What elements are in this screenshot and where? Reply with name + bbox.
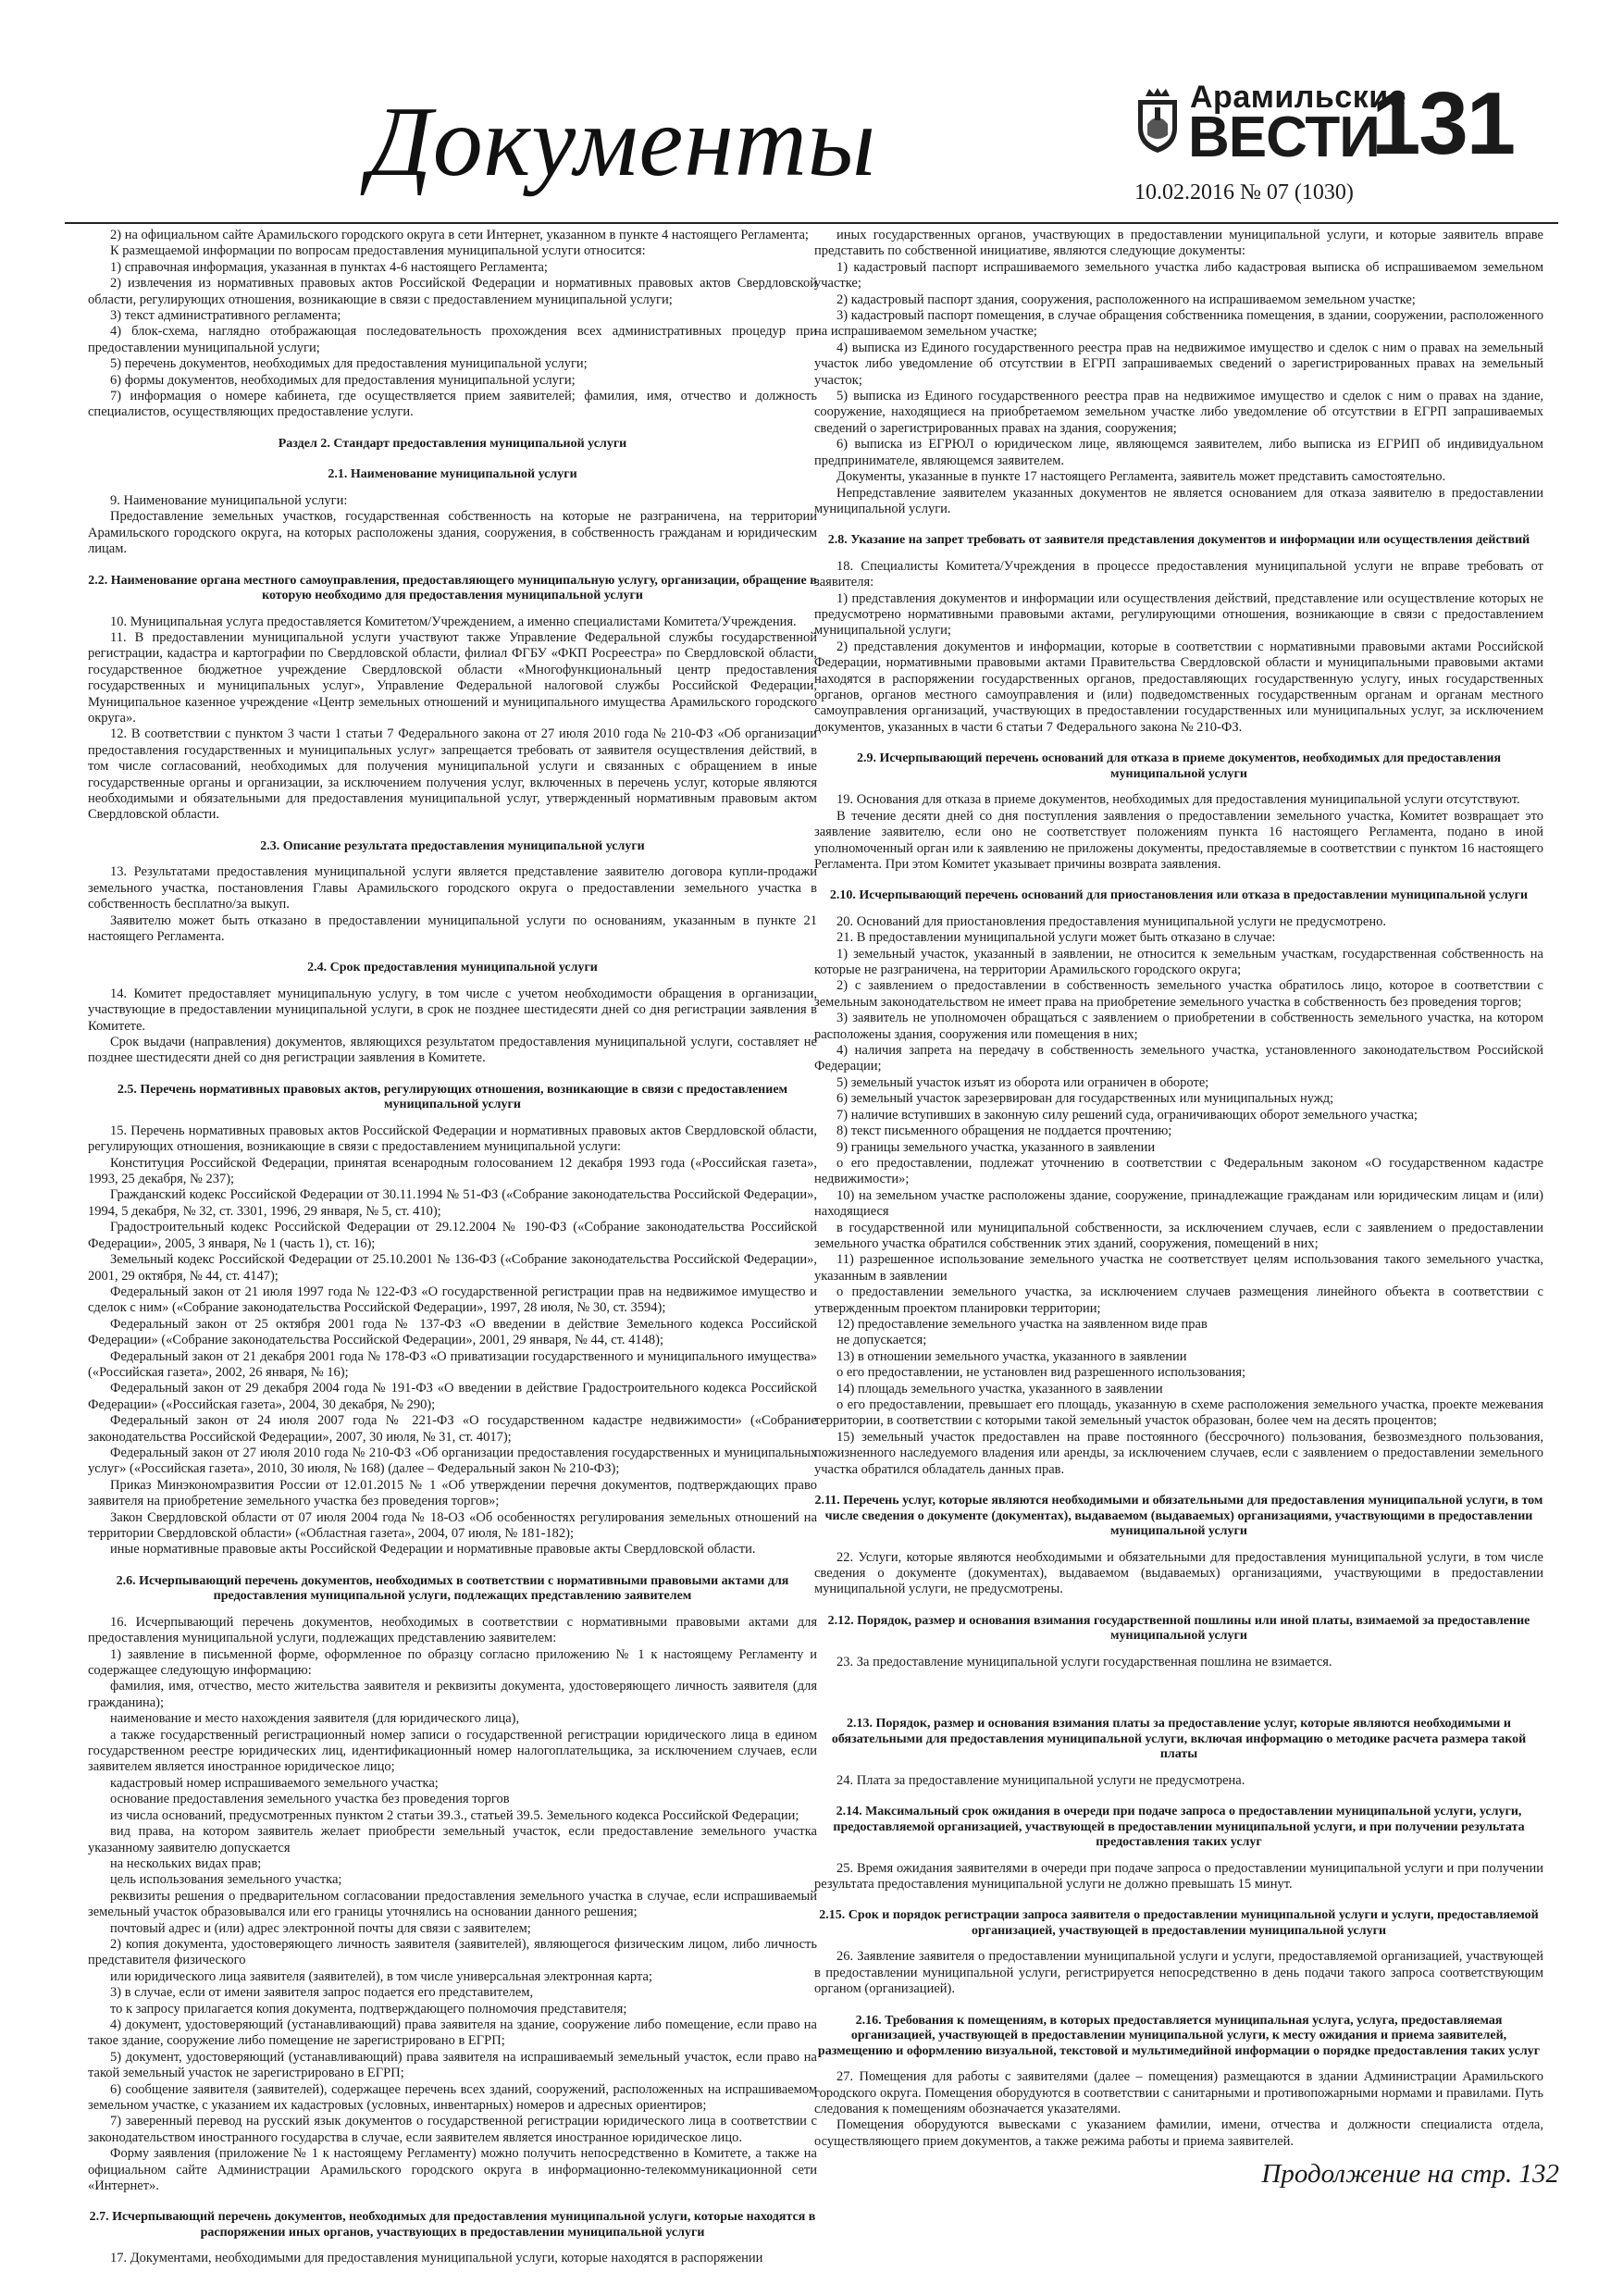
paragraph: цель использования земельного участка; (110, 1872, 342, 1888)
paragraph: 4) документ, удостоверяющий (устанавливающий) права заявителя на здание, сооружение либо помещение, если право на такое здание, сооружение либо помещение не зарегистрировано в ЕГРП; (88, 2017, 817, 2049)
paragraph: иные нормативные правовые акты Российской Федерации и нормативные правовые акты Свердловской области. (110, 1542, 756, 1558)
paragraph: Конституция Российской Федерации, принятая всенародным голосованием 12 декабря 1993 года («Российская газета», 1993, 25 декабря, № 237); (88, 1155, 817, 1187)
section-heading: 2.12. Порядок, размер и основания взимания государственной пошлины или иной платы, взимаемой за предоставление муниципальной услуги (827, 1613, 1530, 1644)
paragraph: 20. Оснований для приостановления предоставления муниципальной услуги не предусмотрено. (836, 913, 1386, 929)
paragraph: 1) кадастровый паспорт испрашиваемого земельного участка либо кадастровая выписка об испрашиваемом земельном участке; (814, 259, 1543, 292)
paragraph: Федеральный закон от 24 июля 2007 года № 221-ФЗ «О государственном кадастре недвижимости» («Собрание законодательства Российской Федерации», 2007, 30 июля, № 31, ст. 4017); (88, 1413, 817, 1445)
paragraph: 2) представления документов и информации, которые в соответствии с нормативными правовыми актами Российской Федерации, нормативными правовыми актами Правительства Свердловской области и муниципальными правовыми актами находятся в распоряжении государственных органов, предоставляющих государственную услугу, иных государственных органов, органов местного самоуправления и (или) подведомственных государственным органам и органам местного самоуправления организаций, участвующих в предоставлении государственных или муниципальных услуг, за исключением документов, указанных в части 6 статьи 7 Федерального закона № 210-ФЗ. (814, 639, 1543, 735)
coat-of-arms-icon (1134, 87, 1181, 154)
paragraph: о его предоставлении, превышает его площадь, указанную в схеме расположения земельного участка, проекте межевания территории, в соответствии с которыми такой земельный участок образован, более чем на десять процентов; (814, 1397, 1543, 1429)
paragraph: 2) копия документа, удостоверяющего личность заявителя (заявителей), являющегося физическим лицом, либо личность представителя физического (88, 1936, 817, 1968)
section-heading: 2.9. Исчерпывающий перечень оснований для отказа в приеме документов, необходимых для предоставления муниципальной услуги (856, 751, 1502, 781)
paragraph: Срок выдачи (направления) документов, являющихся результатом предоставления муниципальной услуги, составляет не позднее шестидесяти дней со дня регистрации заявления в Комитете. (88, 1035, 817, 1066)
paragraph: Заявителю может быть отказано в предоставлении муниципальной услуги по основаниям, указанным в пункте 21 настоящего Регламента. (88, 912, 817, 944)
paragraph: не допускается; (836, 1333, 927, 1348)
paragraph: 21. В предоставлении муниципальной услуги может быть отказано в случае: (836, 930, 1276, 946)
section-heading: 2.2. Наименование органа местного самоуправления, предоставляющего муниципальную услугу, организации, обращение в которую необходимо для предоставления муниципальной услуги (88, 573, 817, 602)
section-heading: 2.11. Перечень услуг, которые являются необходимыми и обязательными для предоставления муниципальной услуги, в том числе сведения о документе (документах), выдаваемом (выдаваемых) организациями, участвующими в предоставлении муниципальной услуги (814, 1494, 1543, 1539)
paragraph: 14) площадь земельного участка, указанного в заявлении (836, 1381, 1163, 1396)
paragraph: 9. Наименование муниципальной услуги: (110, 492, 348, 508)
paragraph: 5) выписка из Единого государственного реестра прав на недвижимое имущество и сделок с ним о правах на здание, сооружение, находящиеся на приобретаемом земельном участке либо уведомление об отсутствии в ЕГРП запрашиваемых сведений о зарегистрированных правах на здания, сооружения; (814, 389, 1543, 436)
paragraph: 14. Комитет предоставляет муниципальную услугу, в том числе с учетом необходимости обращения в организации, участвующие в предоставлении муниципальной услуги, в срок не позднее шестидесяти дней со дня регистрации заявления в Комитете. (88, 986, 817, 1034)
paragraph: 11) разрешенное использование земельного участка не соответствует целям использования такого земельного участка, указанным в заявлении (814, 1252, 1543, 1284)
paragraph: 13) в отношении земельного участка, указанного в заявлении (836, 1348, 1187, 1364)
paragraph: 7) заверенный перевод на русский язык документов о государственной регистрации юридического лица в соответствии с законодательством иностранного государства в случае, если заявителем является иностранное юридическое лицо. (88, 2114, 817, 2145)
paragraph: кадастровый номер испрашиваемого земельного участка; (110, 1775, 439, 1791)
paragraph: 17. Документами, необходимыми для предоставления муниципальной услуги, которые находятся в распоряжении (110, 2251, 763, 2266)
paragraph: Земельный кодекс Российской Федерации от 25.10.2001 № 136-ФЗ («Собрание законодательства Российской Федерации», 2001, 29 октября, № 44, ст. 4147); (88, 1252, 817, 1284)
paragraph: 1) справочная информация, указанная в пунктах 4-6 настоящего Регламента; (110, 259, 548, 275)
paragraph: 10) на земельном участке расположены здание, сооружение, принадлежащие гражданам или юридическим лицам и (или) находящиеся (814, 1187, 1543, 1220)
continued-note[interactable]: Продолжение на стр. 132 (1261, 2159, 1559, 2189)
masthead (0, 0, 1623, 233)
section-heading: 2.10. Исчерпывающий перечень оснований для приостановления или отказа в предоставлении муниципальной услуги (829, 888, 1529, 903)
paragraph: Документы, указанные в пункте 17 настоящего Регламента, заявитель может представить самостоятельно. (836, 469, 1446, 485)
paragraph: на нескольких видах прав; (110, 1855, 262, 1871)
paragraph: 26. Заявление заявителя о предоставлении муниципальной услуги и услуги, предоставляемой организацией, участвующей в предоставлении муниципальной услуги, регистрируется непосредственно в день подачи такого запроса соответствующим органом (организацией). (814, 1949, 1543, 1997)
paragraph: 12. В соответствии с пунктом 3 части 1 статьи 7 Федерального закона от 27 июля 2010 года № 210-ФЗ «Об организации предоставления государственных и муниципальных услуг» запрещается требовать от заявителя осуществления действий, в том числе согласований, необходимых для получения муниципальной услуги и связанных с обращением в иные государственные органы и организации, за исключением получения услуг, включенных в перечень услуг, которые являются необходимыми и обязательными для предоставления муниципальной услуг, утвержденный нормативным правовым актом Свердловской области. (88, 726, 817, 823)
section-heading: 2.4. Срок предоставления муниципальной услуги (307, 961, 598, 975)
paragraph: 5) земельный участок изъят из оборота или ограничен в обороте; (836, 1074, 1209, 1090)
section-heading: Раздел 2. Стандарт предоставления муниципальной услуги (278, 436, 627, 451)
section-heading: 2.6. Исчерпывающий перечень документов, необходимых в соответствии с нормативными правовыми актами для предоставления муниципальной услуги, подлежащих представлению заявителем (116, 1573, 789, 1604)
paragraph: Приказ Минэкономразвития России от 12.01.2015 № 1 «Об утверждении перечня документов, подтверждающих право заявителя на приобретение земельного участка без проведения торгов»; (88, 1477, 817, 1509)
paragraph: 19. Основания для отказа в приеме документов, необходимых для предоставления муниципальной услуги отсутствуют. (836, 792, 1520, 808)
paragraph: Гражданский кодекс Российской Федерации от 30.11.1994 № 51-ФЗ («Собрание законодательства Российской Федерации», 1994, 5 декабря, № 32, ст. 3301, 1996, 29 января, № 5, ст. 410); (88, 1187, 817, 1219)
paragraph: о его предоставлении, подлежат уточнению в соответствии с Федеральным законом «О государственном кадастре недвижимости»; (814, 1155, 1543, 1187)
paragraph: а также государственный регистрационный номер записи о государственной регистрации юридического лица в едином государственном реестре юридических лиц, идентификационный номер налогоплательщика, за исключением случаев, если заявителем является иностранное юридическое лицо; (88, 1727, 817, 1775)
paragraph: в государственной или муниципальной собственности, за исключением случаев, если с заявлением о предоставлении земельного участка обратился собственник этих зданий, сооружения, помещений в них; (814, 1220, 1543, 1251)
paragraph: 6) земельный участок зарезервирован для государственных или муниципальных нужд; (836, 1091, 1334, 1107)
paragraph: 2) извлечения из нормативных правовых актов Российской Федерации и нормативных правовых актов Свердловской области, регулирующих отношения, возникающие в связи с предоставлением муниципальной услуги; (88, 276, 817, 307)
paragraph: 7) наличие вступивших в законную силу решений суда, ограничивающих оборот земельного участка; (836, 1107, 1418, 1123)
paragraph: 5) документ, удостоверяющий (устанавливающий) права заявителя на испрашиваемый земельный участок, если право на такой земельный участок не зарегистрировано в ЕГРП; (88, 2049, 817, 2081)
spacer (814, 1670, 1543, 1696)
paragraph: 2) кадастровый паспорт здания, сооружения, расположенного на испрашиваемом земельном участке; (836, 292, 1416, 307)
section-heading: 2.13. Порядок, размер и основания взимания платы за предоставление услуг, которые являются необходимыми и обязательными для предоставления муниципальной услуги, включая информацию о методике расчета размера такой платы (831, 1717, 1527, 1762)
left-column (88, 228, 817, 2266)
paragraph: Федеральный закон от 25 октября 2001 года № 137-ФЗ «О введении в действие Земельного кодекса Российской Федерации» («Собрание законодательства Российской Федерации», 2001, 29 января, № 44, ст. 4148); (88, 1316, 817, 1348)
paragraph: 2) на официальном сайте Арамильского городского округа в сети Интернет, указанном в пункте 4 настоящего Регламента; (110, 228, 809, 242)
section-heading: 2.15. Срок и порядок регистрации запроса заявителя о предоставлении муниципальной услуги и услуги, предоставляемой организацией, участвующей в предоставлении муниципальной услуги (819, 1908, 1539, 1938)
page-number: 131 (1371, 74, 1515, 173)
paragraph: из числа оснований, предусмотренных пунктом 2 статьи 39.3., статьей 39.5. Земельного кодекса Российской Федерации; (110, 1807, 799, 1823)
newspaper-logo[interactable] (1134, 80, 1407, 172)
paragraph: Федеральный закон от 21 июля 1997 года № 122-ФЗ «О государственной регистрации прав на недвижимое имущество и сделок с ним» («Собрание законодательства Российской Федерации», 1997, 28 июля, № 30, ст. 3594); (88, 1284, 817, 1316)
paragraph: наименование и место нахождения заявителя (для юридического лица), (110, 1711, 520, 1727)
paragraph: 27. Помещения для работы с заявителями (далее – помещения) размещаются в здании Администрации Арамильского городского округа. Помещения оборудуются в соответствии с санитарными и противопожарными нормами и правилами. Путь следования к помещениям обозначается указателями. (814, 2069, 1543, 2116)
paragraph: 1) заявление в письменной форме, оформленное по образцу согласно приложению № 1 к настоящему Регламенту и содержащее следующую информацию: (88, 1646, 817, 1679)
paragraph: Федеральный закон от 27 июля 2010 года № 210-ФЗ «Об организации предоставления государственных и муниципальных услуг» («Российская газета», 2010, 30 июля, № 168) (далее – Федеральный закон № 210-ФЗ); (88, 1445, 817, 1477)
paragraph: В течение десяти дней со дня поступления заявления о предоставлении земельного участка, Комитет возвращает это заявление заявителю, если оно не соответствует положениям пункта 16 настоящего Регламента, подано в иной уполномоченный орган или к заявлению не приложены документы, предоставляемые в соответствии с пунктом 16 настоящего Регламента. При этом Комитет указывает причины возврата заявления. (814, 808, 1543, 872)
paragraph: 5) перечень документов, необходимых для предоставления муниципальной услуги; (110, 356, 588, 372)
paragraph: 10. Муниципальная услуга предоставляется Комитетом/Учреждением, а именно специалистами Комитета/Учреждения. (110, 614, 797, 629)
paragraph: 15) земельный участок предоставлен на праве постоянного (бессрочного) пользования, безвозмездного пользования, пожизненного наследуемого владения или аренды, за исключением случаев, если с заявлением о предоставлении земельного участка обратился обладатель данных прав. (814, 1429, 1543, 1477)
paragraph: 6) выписка из ЕГРЮЛ о юридическом лице, являющемся заявителем, либо выписка из ЕГРИП об индивидуальном предпринимателе, являющемся заявителем. (814, 437, 1543, 468)
paragraph: 1) представления документов и информации или осуществления действий, представление или осуществление которых не предусмотрено нормативными правовыми актами, регулирующими отношения, возникающие в связи с предоставлением муниципальной услуги; (814, 590, 1543, 639)
paragraph: 4) блок-схема, наглядно отображающая последовательность прохождения всех административных процедур при предоставлении муниципальной услуги; (88, 324, 817, 355)
paragraph: 9) границы земельного участка, указанного в заявлении (836, 1139, 1156, 1155)
section-heading: 2.7. Исчерпывающий перечень документов, необходимых для предоставления муниципальной услуги, которые находятся в распоряжении иных органов, участвующих в предоставлении муниципальной услуги (89, 2210, 816, 2240)
paragraph: 1) земельный участок, указанный в заявлении, не относится к земельным участкам, государственная собственность на которые не разграничена, на территории Арамильского городского округа; (814, 946, 1543, 978)
paragraph: вид права, на котором заявитель желает приобрести земельный участок, если предоставление земельного участка указанному заявителю допускается (88, 1824, 817, 1855)
paragraph: 25. Время ожидания заявителями в очереди при подаче запроса о предоставлении муниципальной услуги и при получении результата предоставления муниципальной услуги не должно превышать 15 минут. (814, 1860, 1543, 1892)
paragraph: 2) с заявлением о предоставлении в собственность земельного участка обратилось лицо, которое в соответствии с земельным законодательством не имеет права на приобретение земельного участка в собственность без проведения торгов; (814, 978, 1543, 1010)
paragraph: Федеральный закон от 21 декабря 2001 года № 178-ФЗ «О приватизации государственного и муниципального имущества» («Российская газета», 2002, 26 января, № 16); (88, 1348, 817, 1380)
paragraph: Форму заявления (приложение № 1 к настоящему Регламенту) можно получить непосредственно в Комитете, а также на официальном сайте Администрации Арамильского городского округа в информационно-телекоммуникационной сети «Интернет». (88, 2146, 817, 2194)
section-heading: 2.8. Указание на запрет требовать от заявителя представления документов и информации или осуществления действий (827, 533, 1530, 548)
paragraph: Закон Свердловской области от 07 июля 2004 года № 18-ОЗ «Об особенностях регулирования земельных отношений на территории Свердловской области» («Областная газета», 2004, 07 июля, № 181-182); (88, 1509, 817, 1541)
paragraph: 3) кадастровый паспорт помещения, в случае обращения собственника помещения, в здании, сооружении, расположенного на испрашиваемом земельном участке; (814, 308, 1543, 340)
paragraph: о предоставлении земельного участка, за исключением случаев размещения линейного объекта в соответствии с утвержденным проектом планировки территории; (814, 1285, 1543, 1316)
header-divider (65, 222, 1558, 224)
paragraph: 12) предоставление земельного участка на заявленном виде прав (836, 1316, 1208, 1332)
paragraph: 23. За предоставление муниципальной услуги государственная пошлина не взимается. (836, 1654, 1332, 1669)
paragraph: 3) заявитель не уполномочен обращаться с заявлением о приобретении в собственность земельного участка, на котором расположены здания, сооружения или помещения в них; (814, 1011, 1543, 1042)
section-heading: 2.3. Описание результата предоставления муниципальной услуги (260, 838, 645, 853)
paragraph: 6) сообщение заявителя (заявителей), содержащее перечень всех зданий, сооружений, расположенных на испрашиваемом земельном участке, с указанием их кадастровых (условных, инвентарных) номеров и адресных ориентиров; (88, 2081, 817, 2113)
paragraph: 13. Результатами предоставления муниципальной услуги является представление заявителю договора купли-продажи земельного участка, постановления Главы Арамильского городского округа о предоставлении земельного участка в собственность бесплатно/за выкуп. (88, 864, 817, 912)
paragraph: иных государственных органов, участвующих в предоставлении муниципальной услуги, и которые заявитель вправе представить по собственной инициативе, являются следующие документы: (814, 228, 1543, 259)
paragraph: 22. Услуги, которые являются необходимыми и обязательными для предоставления муниципальной услуги, в том числе сведения о документе (документах), выдаваемом (выдаваемых) организациями, участвующими в предоставлении муниципальной услуги, не предусмотрены. (814, 1549, 1543, 1597)
paragraph: 15. Перечень нормативных правовых актов Российской Федерации и нормативных правовых актов Свердловской области, регулирующих отношения, возникающие в связи с предоставлением муниципальной услуги: (88, 1123, 817, 1155)
paragraph: о его предоставлении, не установлен вид разрешенного использования; (836, 1365, 1246, 1381)
paragraph: 8) текст письменного обращения не поддается прочтению; (836, 1123, 1172, 1139)
issue-date: 10.02.2016 № 07 (1030) (1134, 180, 1354, 205)
paragraph: 7) информация о номере кабинета, где осуществляется прием заявителей; фамилия, имя, отчество и должность специалистов, осуществляющих предоставление услуги. (88, 389, 817, 420)
brand-line-1: Арамильские (1190, 80, 1407, 115)
section-heading: 2.1. Наименование муниципальной услуги (328, 467, 577, 482)
paragraph: 24. Плата за предоставление муниципальной услуги не предусмотрена. (836, 1772, 1245, 1788)
paragraph: реквизиты решения о предварительном согласовании предоставления земельного участка в случае, если испрашиваемый земельный участок образовывался или его границы уточнялись на основании данного решения; (88, 1888, 817, 1920)
paragraph: Предоставление земельных участков, государственная собственность на которые не разграничена, на территории Арамильского городского округа, на которых расположены здания, сооружения, в собственность гражданам и юридическим лицам. (88, 509, 817, 557)
paragraph: 4) выписка из Единого государственного реестра прав на недвижимое имущество и сделок с ним о правах на земельный участок либо уведомление об отсутствии в ЕГРП запрашиваемых сведений о зарегистрированных правах на земельный участок; (814, 340, 1543, 388)
paragraph: то к запросу прилагается копия документа, подтверждающего полномочия представителя; (110, 2001, 627, 2017)
section-heading: 2.16. Требования к помещениям, в которых предоставляется муниципальная услуга, услуга, предоставляемая организацией, участвующей в предоставлении муниципальной услуги, к месту ожидания и приема заявителей, размещению и оформлению визуальной, текстовой и мультимедийной информации о порядке предоставления таких услуг (817, 2013, 1541, 2058)
paragraph: 6) формы документов, необходимых для предоставления муниципальной услуги; (110, 372, 576, 388)
paragraph: Федеральный закон от 29 декабря 2004 года № 191-ФЗ «О введении в действие Градостроительного кодекса Российской Федерации» («Российская газета», 2004, 30 декабря, № 290); (88, 1381, 817, 1412)
right-column (814, 228, 1543, 2157)
section-heading: 2.5. Перечень нормативных правовых актов, регулирующих отношения, возникающие в связи с предоставлением муниципальной услуги (117, 1082, 788, 1112)
paragraph: Градостроительный кодекс Российской Федерации от 29.12.2004 № 190-ФЗ («Собрание законодательства Российской Федерации», 2005, 3 января, № 1 (часть 1), ст. 16); (88, 1220, 817, 1251)
paragraph: 3) в случае, если от имени заявителя запрос подается его представителем, (110, 1985, 534, 2001)
paragraph: или юридического лица заявителя (заявителей), в том числе универсальная электронная карта; (110, 1968, 652, 1984)
paragraph: Помещения оборудуются вывесками с указанием фамилии, имени, отчества и должности специалиста отдела, осуществляющего прием документов, а также режима работы и приема заявителей. (814, 2117, 1543, 2149)
paragraph: 3) текст административного регламента; (110, 308, 341, 324)
paragraph: Непредставление заявителем указанных документов не является основанием для отказа заявителю в предоставлении муниципальной услуги. (814, 485, 1543, 516)
paragraph: 16. Исчерпывающий перечень документов, необходимых в соответствии с нормативными правовыми актами для предоставления муниципальной услуги, подлежащих представлению заявителем: (88, 1614, 817, 1646)
paragraph: почтовый адрес и (или) адрес электронной почты для связи с заявителем; (110, 1920, 531, 1936)
paragraph: фамилия, имя, отчество, место жительства заявителя и реквизиты документа, удостоверяющего личность заявителя (для гражданина); (88, 1679, 817, 1710)
paragraph: 18. Специалисты Комитета/Учреждения в процессе предоставления муниципальной услуги не вправе требовать от заявителя: (814, 558, 1543, 590)
section-heading: 2.14. Максимальный срок ожидания в очереди при подаче запроса о предоставлении муниципальной услуги, услуги, предоставляемой организацией, участвующей в предоставлении муниципальной услуги, и при получении результата предоставления таких услуг (833, 1805, 1525, 1850)
paragraph: К размещаемой информации по вопросам предоставления муниципальной услуги относится: (110, 243, 646, 259)
paragraph: основание предоставления земельного участка без проведения торгов (110, 1792, 510, 1807)
paragraph: 11. В предоставлении муниципальной услуги участвуют также Управление Федеральной службы государственной регистрации, кадастра и картографии по Свердловской области, филиал ФГБУ «ФКП Росреестра» по Свердловской области, государственное бюджетное учреждение Свердловской области «Многофункциональный центр предоставления государственных и муниципальных услуг», Управление Федеральной налоговой службы Российской Федерации, Муниципальное казенное учреждение «Центр земельных отношений и муниципального имущества Арамильского городского округа». (88, 629, 817, 726)
brand-line-2: ВЕСТИ (1188, 105, 1380, 169)
paragraph: 4) наличия запрета на передачу в собственность земельного участка, установленного законодательством Российской Федерации; (814, 1043, 1543, 1074)
section-title: Документы (368, 87, 877, 197)
